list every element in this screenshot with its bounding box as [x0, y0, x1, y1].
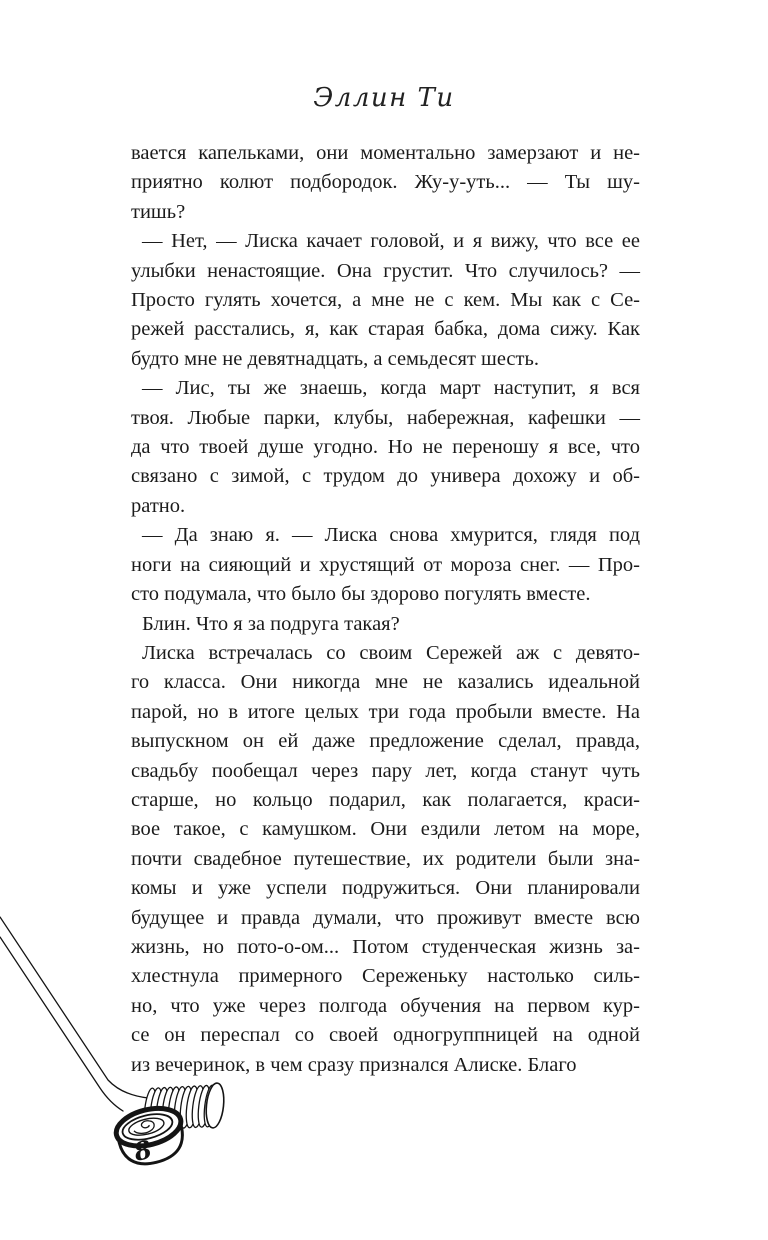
- running-head-author: Эллин Ти: [313, 83, 455, 113]
- text-line: се он переспал со своей одногруппницей на одной: [131, 1024, 640, 1047]
- text-line: ратно.: [131, 494, 186, 517]
- text-line: из вечеринок, в чем сразу признался Алиске. Благо: [131, 1053, 577, 1076]
- text-line: свадьбу пообещал через пару лет, когда станут чуть: [131, 759, 640, 782]
- text-line: будущее и правда думали, что проживут вместе всю: [131, 906, 640, 929]
- puck: [112, 1102, 189, 1170]
- hockey-stick-puck-illustration: [0, 890, 240, 1190]
- text-line: ноги на сияющий и хрустящий от мороза снег. — Про-: [131, 553, 640, 576]
- text-line: тишь?: [131, 200, 186, 223]
- text-line: да что твоей душе угодно. Но не переношу я все, что: [131, 436, 640, 459]
- text-line: вое такое, с камушком. Они ездили летом на море,: [131, 818, 640, 841]
- text-line: комы и уже успели подружиться. Они планировали: [131, 877, 640, 900]
- text-line: приятно колют подбородок. Жу-у-уть... — Ты шу-: [131, 171, 640, 194]
- text-line: жизнь, но пото-о-ом... Потом студенческая жизнь за-: [131, 935, 640, 958]
- text-line: связано с зимой, с трудом до универа дохожу и об-: [131, 465, 640, 488]
- text-line: го класса. Они никогда мне не казались идеальной: [131, 671, 640, 694]
- page-number: 8: [130, 1134, 155, 1167]
- text-line: парой, но в итоге целых три года пробыли вместе. На: [131, 700, 640, 723]
- text-line: твоя. Любые парки, клубы, набережная, кафешки —: [131, 406, 640, 429]
- text-line: Просто гулять хочется, а мне не с кем. Мы как с Се-: [131, 289, 640, 312]
- text-line: но, что уже через полгода обучения на первом кур-: [131, 994, 640, 1017]
- text-line: выпускном он ей даже предложение сделал, правда,: [131, 730, 640, 753]
- text-line: вается капельками, они моментально замерзают и не-: [131, 142, 640, 164]
- text-line: будто мне не девятнадцать, а семьдесят шесть.: [131, 347, 539, 370]
- text-line: режей расстались, я, как старая бабка, дома сижу. Как: [131, 318, 640, 341]
- text-line: почти свадебное путешествие, их родители были зна-: [131, 847, 640, 870]
- text-line: сто подумала, что было бы здорово погулять вместе.: [131, 583, 591, 606]
- text-line: Блин. Что я за подруга такая?: [142, 612, 400, 635]
- text-line: — Нет, — Лиска качает головой, и я вижу, что все ее: [142, 230, 640, 253]
- text-line: — Лис, ты же знаешь, когда март наступит, я вся: [142, 377, 640, 400]
- text-line: хлестнула примерного Сереженьку настолько силь-: [131, 965, 640, 988]
- text-line: Лиска встречалась со своим Сережей аж с девято-: [142, 641, 640, 664]
- text-line: улыбки ненастоящие. Она грустит. Что случилось? —: [131, 259, 640, 282]
- text-line: старше, но кольцо подарил, как полагается, краси-: [131, 788, 640, 811]
- text-line: — Да знаю я. — Лиска снова хмурится, глядя под: [142, 524, 640, 547]
- hockey-stick-shaft: [0, 917, 148, 1111]
